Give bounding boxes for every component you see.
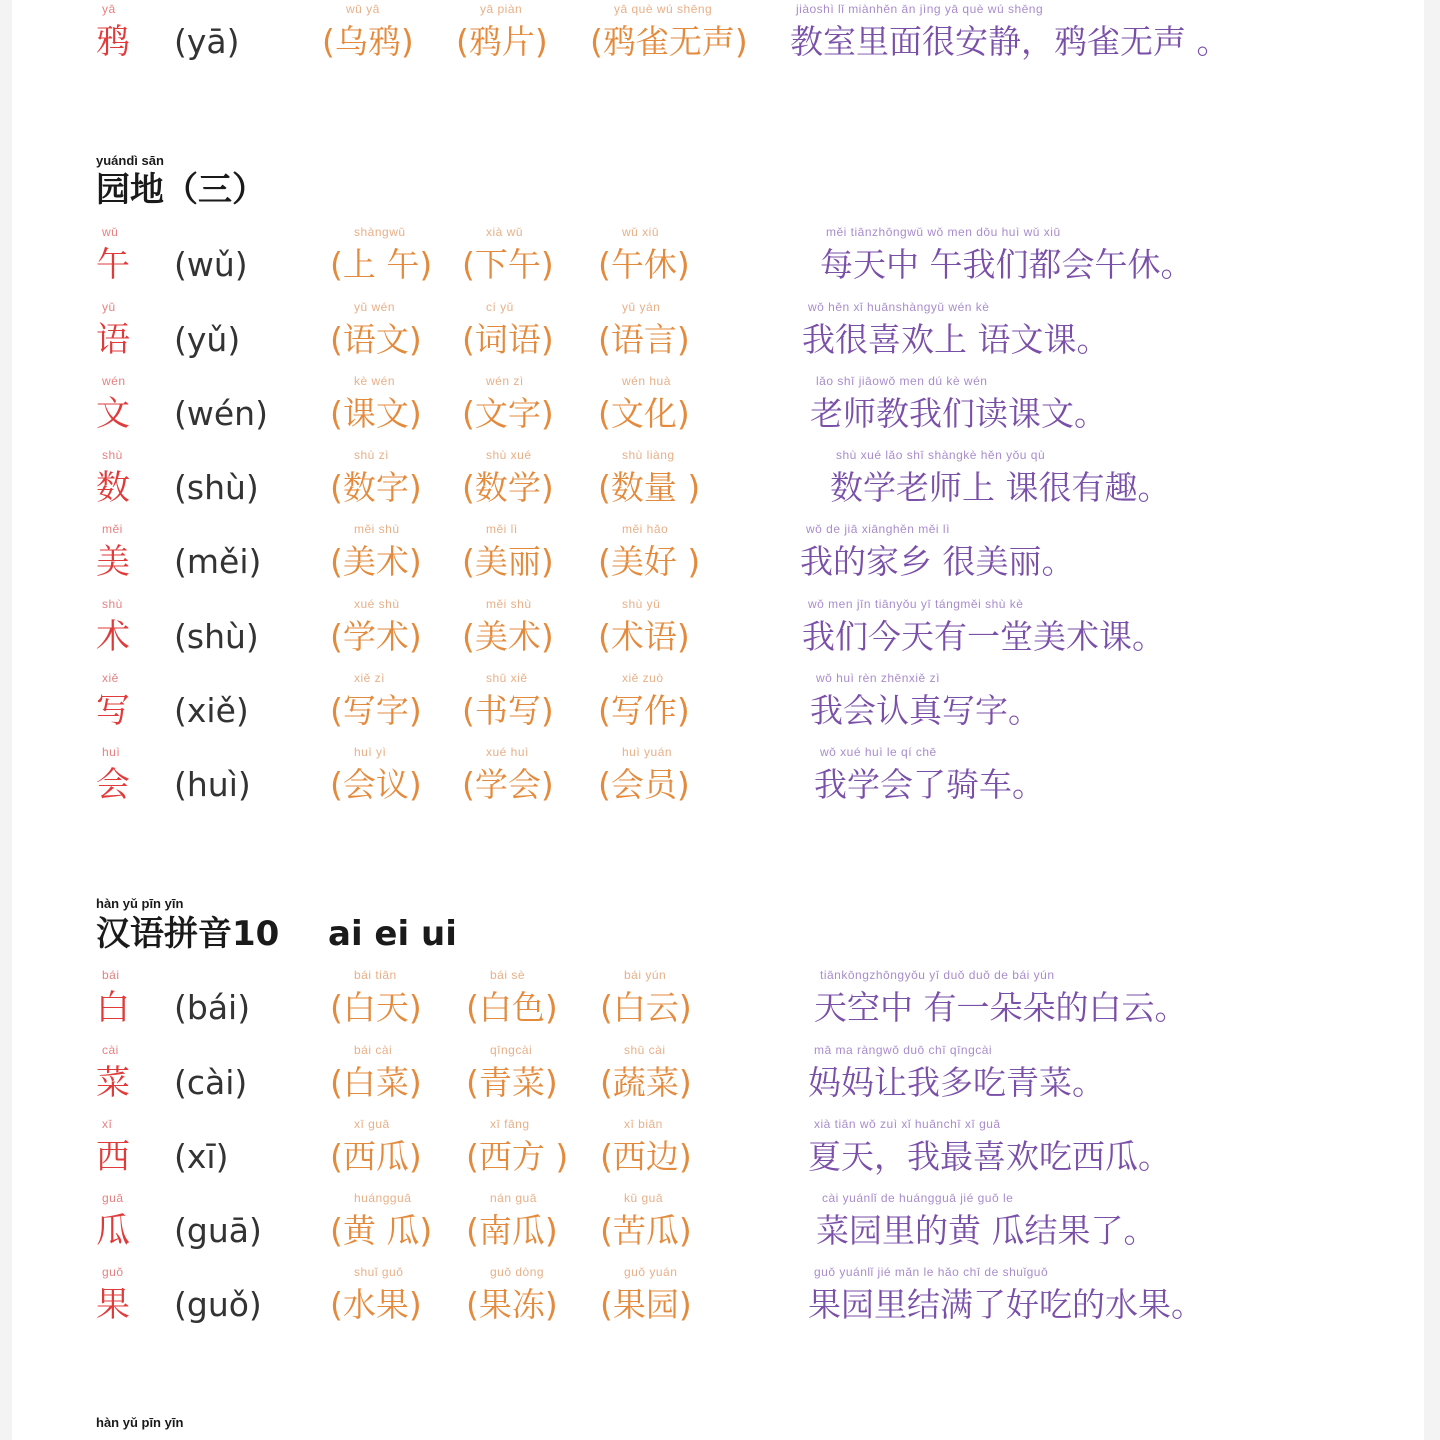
word-pinyin: huángguā [354,1191,412,1205]
word-pinyin: xiě zuò [622,671,664,685]
example-sentence: 数学老师上 课很有趣。 [830,468,1171,507]
vocabulary-word: (书写) [462,691,554,730]
vocabulary-word: (白云) [600,988,692,1027]
example-sentence: 老师教我们读课文。 [810,394,1107,433]
character-pinyin: (wén) [174,394,268,433]
character-pinyin: (huì) [174,765,251,804]
character-pinyin: (měi) [174,542,262,581]
vocabulary-word: (美术) [462,617,554,656]
word-pinyin: shù xué [486,448,532,462]
word-pinyin: měi shù [486,597,532,611]
new-character: 瓜 [96,1211,130,1251]
vocabulary-word: (美术) [330,542,422,581]
sentence-pinyin: tiānkōngzhōngyǒu yī duǒ duǒ de bái yún [820,968,1055,982]
worksheet-page [12,0,1424,1440]
vocabulary-word: (青菜) [466,1063,558,1102]
vocabulary-word: (上 午) [330,245,433,284]
word-pinyin: shū xiě [486,671,528,685]
example-sentence: 我会认真写字。 [810,691,1041,730]
new-character: 菜 [96,1063,130,1103]
vocabulary-word: (鸦片) [456,22,548,61]
word-pinyin: shù yǔ [622,597,661,611]
char-pinyin: guǒ [102,1265,124,1279]
example-sentence: 妈妈让我多吃青菜。 [808,1063,1105,1102]
word-pinyin: bái yún [624,968,667,982]
char-pinyin: guā [102,1191,124,1205]
word-pinyin: nán guā [490,1191,537,1205]
new-character: 鸦 [96,22,130,62]
vocabulary-word: (语文) [330,320,422,359]
vocabulary-word: (白色) [466,988,558,1027]
char-pinyin: huì [102,745,121,759]
vocabulary-word: (果冻) [466,1285,558,1324]
word-pinyin: huì yì [354,745,387,759]
word-pinyin: xià wǔ [486,225,524,239]
sentence-pinyin: cài yuánlǐ de huángguā jié guǒ le [822,1191,1014,1205]
new-character: 美 [96,542,130,582]
heading-pinyin: hàn yǔ pīn yīn [96,896,184,911]
example-sentence: 教室里面很安静，鸦雀无声 。 [790,22,1230,61]
sentence-pinyin: wǒ huì rèn zhēnxiě zì [816,671,940,685]
word-pinyin: xī fāng [490,1117,530,1131]
vocabulary-word: (西方 ) [466,1137,569,1176]
vocabulary-word: (会议) [330,765,422,804]
char-pinyin: shù [102,448,123,462]
heading-pinyin: yuándì sān [96,153,164,168]
word-pinyin: shù liàng [622,448,675,462]
word-pinyin: xiě zì [354,671,386,685]
sentence-pinyin: mā ma ràngwǒ duō chī qīngcài [814,1043,993,1057]
character-pinyin: (shù) [174,617,259,656]
new-character: 果 [96,1285,130,1325]
section-heading-sounds: ai ei ui [328,914,457,954]
word-pinyin: měi shù [354,522,400,536]
char-pinyin: cài [102,1043,119,1057]
sentence-pinyin: wǒ de jiā xiānghěn měi lì [806,522,950,536]
vocabulary-word: (白天) [330,988,422,1027]
example-sentence: 果园里结满了好吃的水果。 [808,1285,1204,1324]
word-pinyin: yā piàn [480,2,523,16]
vocabulary-word: (术语) [598,617,690,656]
sentence-pinyin: xià tiān wǒ zuì xǐ huānchī xī guā [814,1117,1001,1131]
vocabulary-word: (蔬菜) [600,1063,692,1102]
next-heading-pinyin: hàn yǔ pīn yīn [96,1415,184,1430]
sentence-pinyin: wǒ hěn xǐ huānshàngyǔ wén kè [808,300,990,314]
vocabulary-word: (鸦雀无声) [590,22,748,61]
word-pinyin: kǔ guā [624,1191,664,1205]
character-pinyin: (xī) [174,1137,229,1176]
vocabulary-word: (数学) [462,468,554,507]
sentence-pinyin: guǒ yuánlǐ jié mǎn le hǎo chī de shuǐguǒ [814,1265,1049,1279]
example-sentence: 我学会了骑车。 [814,765,1045,804]
character-pinyin: (yā) [174,22,240,61]
example-sentence: 菜园里的黄 瓜结果了。 [816,1211,1157,1250]
vocabulary-word: (学会) [462,765,554,804]
vocabulary-word: (水果) [330,1285,422,1324]
word-pinyin: qīngcài [490,1043,533,1057]
vocabulary-word: (西瓜) [330,1137,422,1176]
section-heading: 汉语拼音10 [96,914,280,954]
example-sentence: 夏天，我最喜欢吃西瓜。 [808,1137,1171,1176]
vocabulary-word: (会员) [598,765,690,804]
vocabulary-word: (黄 瓜) [330,1211,433,1250]
word-pinyin: yǔ yán [622,300,661,314]
char-pinyin: yā [102,2,116,16]
vocabulary-word: (白菜) [330,1063,422,1102]
word-pinyin: wén zì [486,374,524,388]
word-pinyin: xī guā [354,1117,390,1131]
char-pinyin: měi [102,522,123,536]
word-pinyin: bái cài [354,1043,393,1057]
char-pinyin: shù [102,597,123,611]
example-sentence: 天空中 有一朵朵的白云。 [814,988,1188,1027]
new-character: 术 [96,617,130,657]
character-pinyin: (guǒ) [174,1285,262,1324]
char-pinyin: xiě [102,671,119,685]
vocabulary-word: (文化) [598,394,690,433]
word-pinyin: měi hǎo [622,522,669,536]
char-pinyin: bái [102,968,120,982]
character-pinyin: (shù) [174,468,259,507]
vocabulary-word: (写字) [330,691,422,730]
word-pinyin: shuǐ guǒ [354,1265,404,1279]
character-pinyin: (xiě) [174,691,249,730]
vocabulary-word: (苦瓜) [600,1211,692,1250]
new-character: 语 [96,320,130,360]
word-pinyin: kè wén [354,374,396,388]
char-pinyin: wén [102,374,126,388]
vocabulary-word: (词语) [462,320,554,359]
vocabulary-word: (课文) [330,394,422,433]
word-pinyin: wén huà [622,374,671,388]
new-character: 西 [96,1137,130,1177]
word-pinyin: shù zì [354,448,390,462]
new-character: 午 [96,245,130,285]
word-pinyin: xī biān [624,1117,663,1131]
vocabulary-word: (文字) [462,394,554,433]
word-pinyin: guǒ dòng [490,1265,545,1279]
vocabulary-word: (乌鸦) [322,22,414,61]
word-pinyin: wǔ xiū [622,225,660,239]
vocabulary-word: (学术) [330,617,422,656]
vocabulary-word: (果园) [600,1285,692,1324]
sentence-pinyin: shù xué lǎo shī shàngkè hěn yǒu qù [836,448,1046,462]
vocabulary-word: (南瓜) [466,1211,558,1250]
char-pinyin: wǔ [102,225,119,239]
word-pinyin: cí yǔ [486,300,514,314]
vocabulary-word: (美丽) [462,542,554,581]
word-pinyin: xué shù [354,597,400,611]
character-pinyin: (cài) [174,1063,248,1102]
char-pinyin: yǔ [102,300,116,314]
new-character: 会 [96,765,130,805]
new-character: 写 [96,691,130,731]
example-sentence: 我们今天有一堂美术课。 [802,617,1165,656]
sentence-pinyin: jiàoshì lǐ miànhěn ān jìng yā què wú shēng [796,2,1044,16]
word-pinyin: yǔ wén [354,300,396,314]
vocabulary-word: (语言) [598,320,690,359]
word-pinyin: wū yā [346,2,380,16]
word-pinyin: shū cài [624,1043,666,1057]
sentence-pinyin: měi tiānzhōngwǔ wǒ men dōu huì wǔ xiū [826,225,1061,239]
word-pinyin: guǒ yuán [624,1265,678,1279]
example-sentence: 我很喜欢上 语文课。 [802,320,1110,359]
word-pinyin: bái sè [490,968,526,982]
new-character: 白 [96,988,130,1028]
word-pinyin: yā què wú shēng [614,2,713,16]
sentence-pinyin: lǎo shī jiāowǒ men dú kè wén [816,374,988,388]
example-sentence: 每天中 午我们都会午休。 [820,245,1194,284]
char-pinyin: xī [102,1117,113,1131]
new-character: 数 [96,468,130,508]
character-pinyin: (guā) [174,1211,262,1250]
vocabulary-word: (数字) [330,468,422,507]
vocabulary-word: (数量 ) [598,468,701,507]
word-pinyin: bái tiān [354,968,397,982]
vocabulary-word: (美好 ) [598,542,701,581]
sentence-pinyin: wǒ men jīn tiānyǒu yī tángměi shù kè [808,597,1024,611]
word-pinyin: shàngwǔ [354,225,406,239]
character-pinyin: (yǔ) [174,320,241,359]
vocabulary-word: (下午) [462,245,554,284]
word-pinyin: měi lì [486,522,518,536]
vocabulary-word: (西边) [600,1137,692,1176]
word-pinyin: huì yuán [622,745,673,759]
section-heading: 园地（三） [96,170,266,210]
character-pinyin: (bái) [174,988,251,1027]
new-character: 文 [96,394,130,434]
character-pinyin: (wǔ) [174,245,248,284]
word-pinyin: xué huì [486,745,529,759]
vocabulary-word: (写作) [598,691,690,730]
sentence-pinyin: wǒ xué huì le qí chē [820,745,937,759]
example-sentence: 我的家乡 很美丽。 [800,542,1075,581]
vocabulary-word: (午休) [598,245,690,284]
